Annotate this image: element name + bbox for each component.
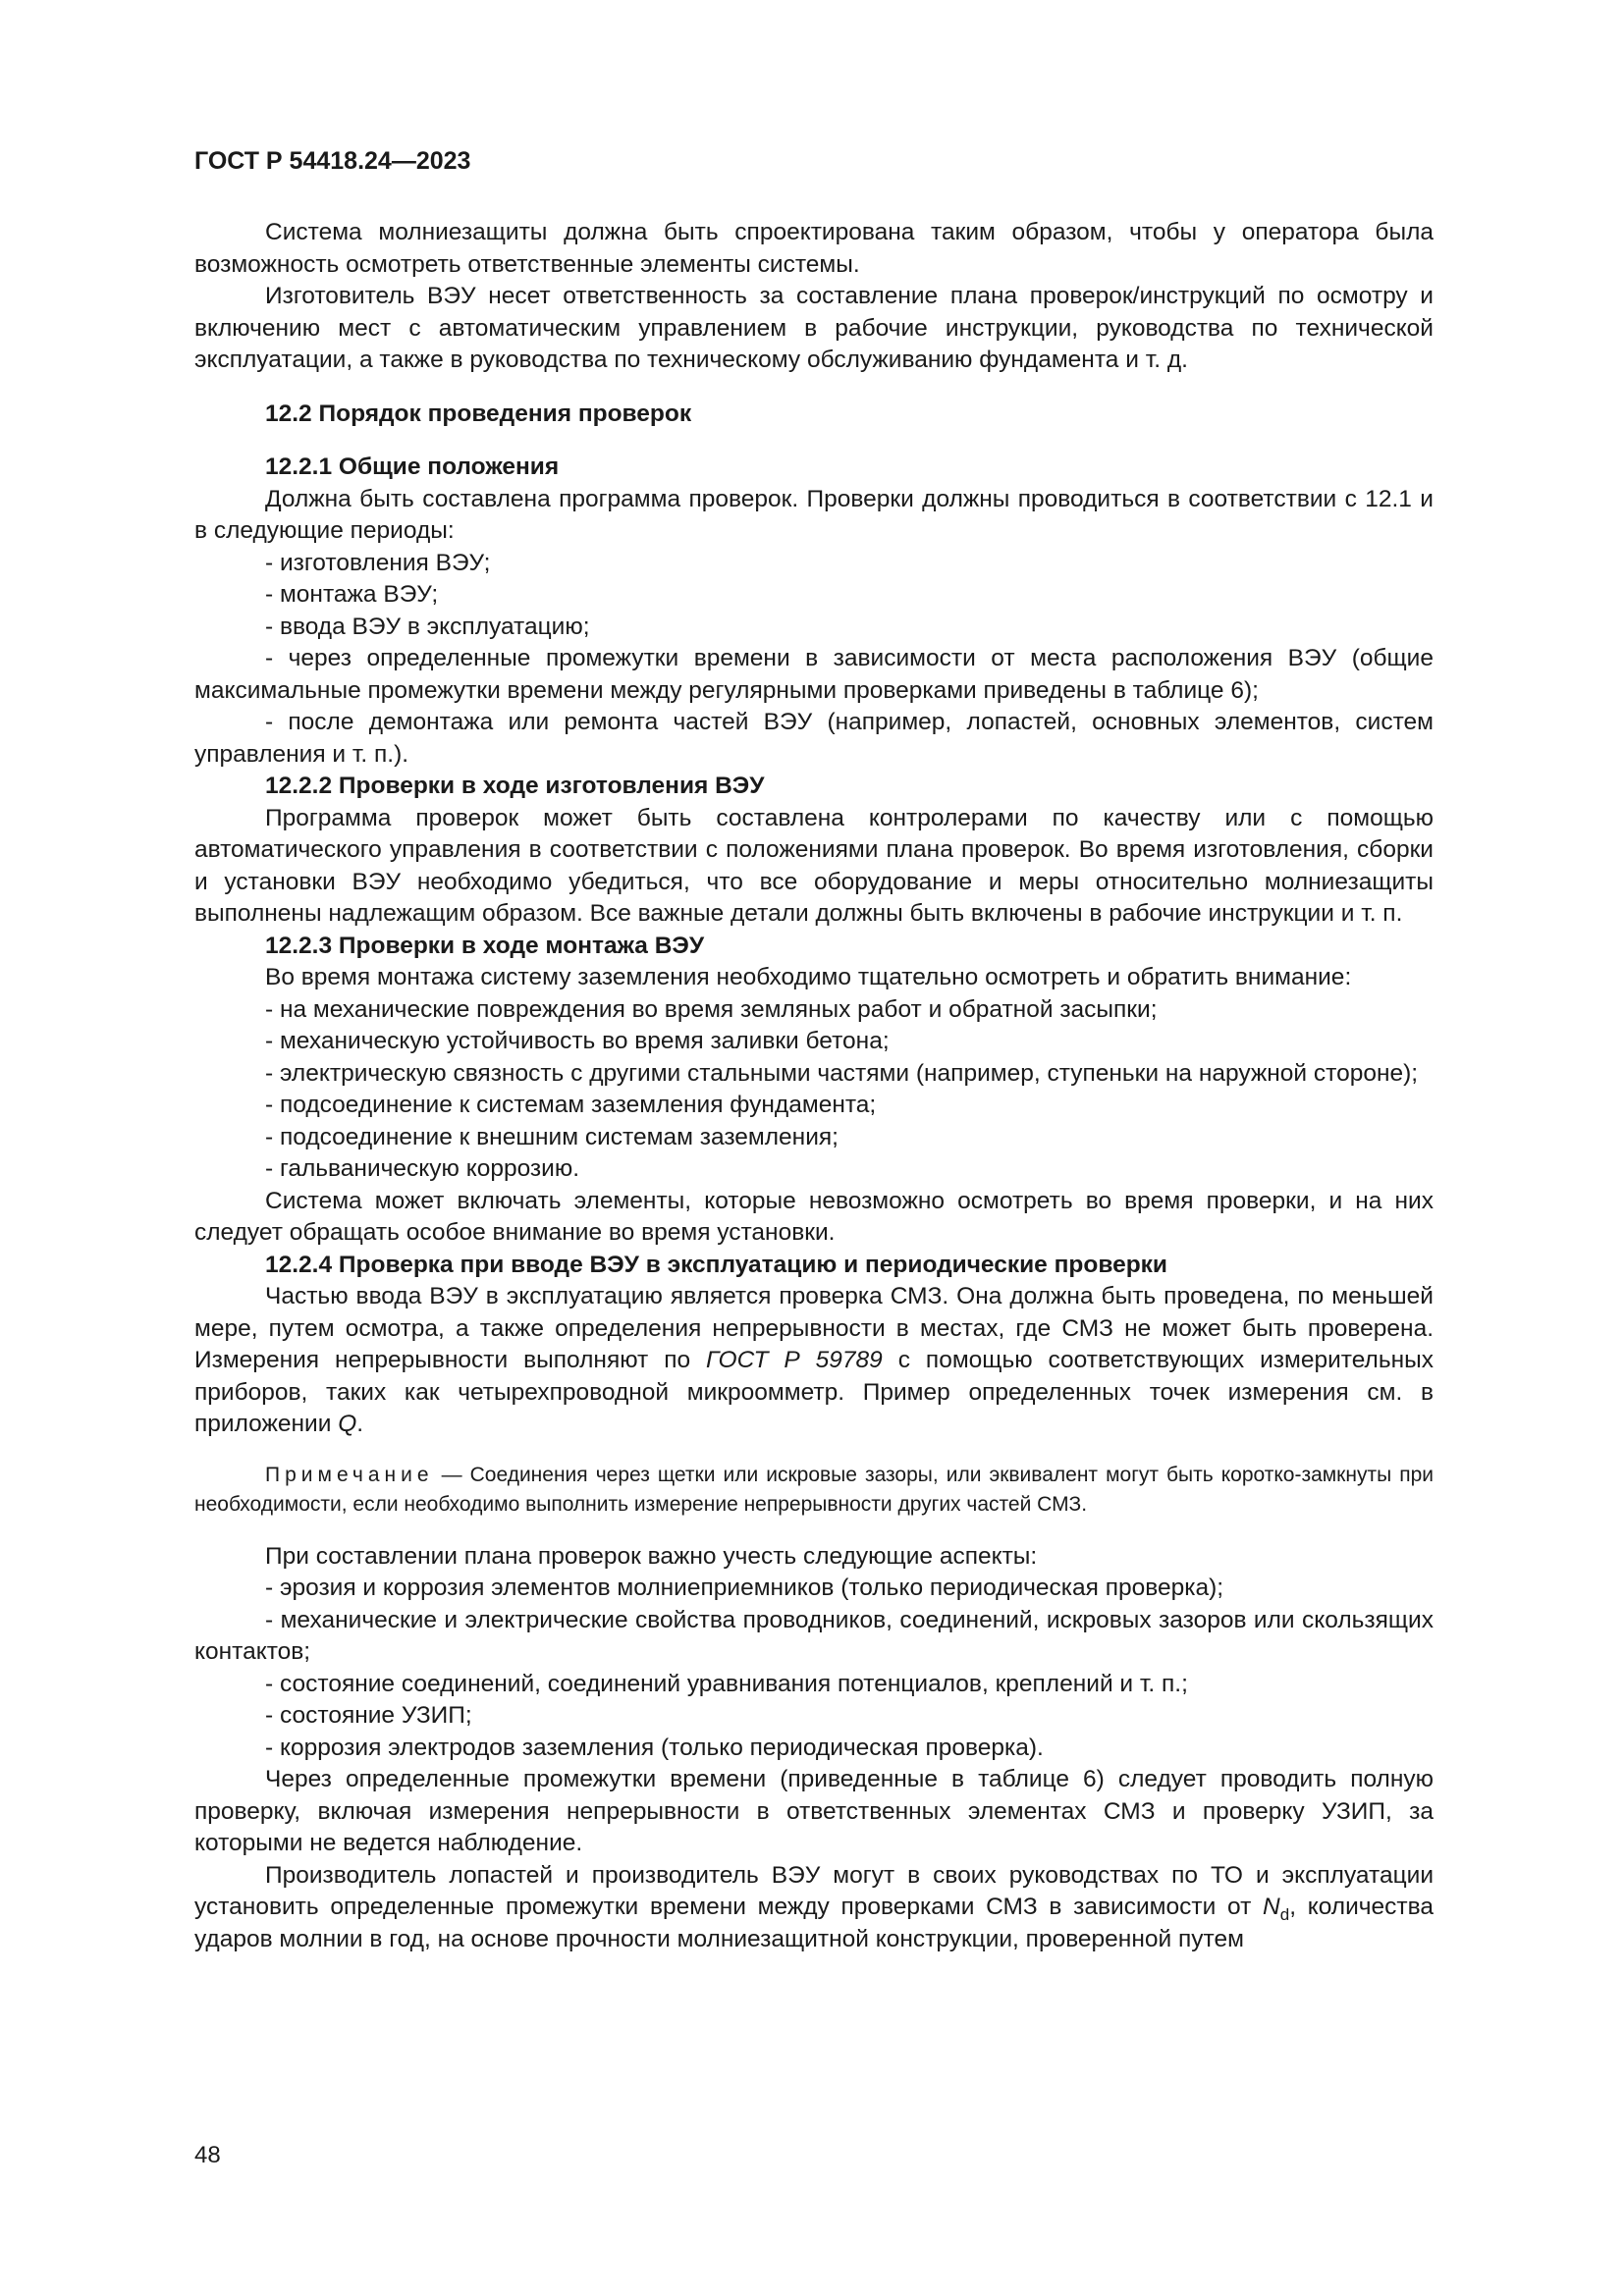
standard-title: ГОСТ Р 54418.24—2023 (194, 147, 471, 175)
section-12-2-2-heading: 12.2.2 Проверки в ходе изготовления ВЭУ (265, 773, 765, 799)
text-segment: Частью ввода ВЭУ в эксплуатацию является проверка СМЗ. Она должна быть проведена, по меньшей мере, путем осмотра, а также определения непрерывности в местах, где СМЗ не может быть проверена. Измерения непрерывности выполняют по (194, 1283, 1434, 1373)
note-text: — Соединения через щетки или искровые зазоры, или эквивалент могут быть коротко-замкнуты при необходимости, если необходимо выполнить измерение непрерывности других частей СМЗ. (194, 1463, 1434, 1516)
manufacturer-paragraph (194, 1860, 1434, 1956)
section-12-2-heading: 12.2 Порядок проведения проверок (265, 400, 692, 427)
list-item: - эрозия и коррозия элементов молниеприемников (только периодическая проверка); (265, 1575, 1224, 1601)
list-item: - состояние соединений, соединений уравнивания потенциалов, креплений и т. п.; (265, 1670, 1188, 1697)
note-label: Примечание (265, 1463, 434, 1486)
list-item: - подсоединение к внешним системам заземления; (265, 1123, 839, 1150)
section-12-2-2-text: Программа проверок может быть составлена контролерами по качеству или с помощью автоматического управления в соответствии с положениями плана проверок. Во время изготовления, сборки и установки ВЭУ необходимо убедиться, что все оборудование и меры относительно молниезащиты выполнены надлежащим образом. Все важные детали должны быть включены в рабочие инструкции и т. п. (194, 804, 1434, 927)
list-item: - механические и электрические свойства проводников, соединений, искровых зазоров или скользящих контактов; (194, 1606, 1434, 1665)
section-12-2-1-heading: 12.2.1 Общие положения (265, 454, 560, 480)
list-item: - через определенные промежутки времени в зависимости от места расположения ВЭУ (общие максимальные промежутки времени между регулярными проверками приведены в таблице 6); (194, 645, 1434, 704)
intro-paragraph-1: Система молниезащиты должна быть спроектирована таким образом, чтобы у оператора была возможность осмотреть ответственные элементы системы. (194, 219, 1434, 278)
list-item: - состояние УЗИП; (265, 1702, 472, 1729)
note-block (194, 1461, 1434, 1520)
aspects-intro: При составлении плана проверок важно учесть следующие аспекты: (265, 1542, 1038, 1570)
text-segment: с помощью соответствующих измерительных приборов, таких как четырехпроводной микроомметр. Пример определенных точек измерения см. в приложении (194, 1347, 1434, 1437)
list-item: - подсоединение к системам заземления фундамента; (265, 1092, 877, 1118)
text-segment: . (356, 1411, 364, 1437)
list-item: - на механические повреждения во время земляных работ и обратной засыпки; (265, 995, 1158, 1023)
section-12-2-3-text: Во время монтажа систему заземления необходимо тщательно осмотреть и обратить внимание: (265, 964, 1352, 990)
section-12-2-4-heading: 12.2.4 Проверка при вводе ВЭУ в эксплуатацию и периодические проверки (265, 1251, 1167, 1278)
document-page (194, 147, 1434, 1955)
list-item: - ввода ВЭУ в эксплуатацию; (265, 613, 590, 640)
periodic-check-paragraph: Через определенные промежутки времени (приведенные в таблице 6) следует проводить полную проверку, включая измерения непрерывности в ответственных элементах СМЗ и проверку УЗИП, за которыми не ведется наблюдение. (194, 1766, 1434, 1856)
nd-symbol: N (1263, 1894, 1280, 1920)
standard-reference: ГОСТ Р 59789 (706, 1347, 883, 1373)
list-item: - монтажа ВЭУ; (265, 581, 439, 608)
section-12-2-1-text: Должна быть составлена программа проверок. Проверки должны проводиться в соответствии с 12.1 и в следующие периоды: (194, 485, 1434, 544)
section-12-2-3-closing: Система может включать элементы, которые невозможно осмотреть во время проверки, и на них следует обращать особое внимание во время установки. (194, 1187, 1434, 1246)
section-12-2-3-heading: 12.2.3 Проверки в ходе монтажа ВЭУ (265, 932, 705, 959)
intro-paragraph-2: Изготовитель ВЭУ несет ответственность за составление плана проверок/инструкций по осмотру и включению мест с автоматическим управлением в рабочие инструкции, руководства по технической эксплуатации, а также в руководства по техническому обслуживанию фундамента и т. д. (194, 283, 1434, 373)
list-item: - коррозия электродов заземления (только периодическая проверка). (265, 1734, 1044, 1761)
text-segment: , количества ударов молнии в год, на основе прочности молниезащитной конструкции, проверенной путем (194, 1894, 1434, 1952)
nd-subscript: d (1279, 1904, 1290, 1924)
annex-reference: Q (338, 1411, 357, 1437)
list-item: - гальваническую коррозию. (265, 1155, 580, 1182)
list-item: - после демонтажа или ремонта частей ВЭУ (например, лопастей, основных элементов, систем управления и т. п.). (194, 709, 1434, 768)
list-item: - изготовления ВЭУ; (265, 549, 491, 576)
page-number: 48 (194, 2142, 221, 2168)
section-12-2-4-text (194, 1281, 1434, 1441)
list-item: - механическую устойчивость во время заливки бетона; (265, 1028, 890, 1054)
list-item: - электрическую связность с другими стальными частями (например, ступеньки на наружной стороне); (265, 1059, 1419, 1087)
text-segment: Производитель лопастей и производитель ВЭУ могут в своих руководствах по ТО и эксплуатации установить определенные промежутки времени между проверками СМЗ в зависимости от (194, 1861, 1434, 1920)
